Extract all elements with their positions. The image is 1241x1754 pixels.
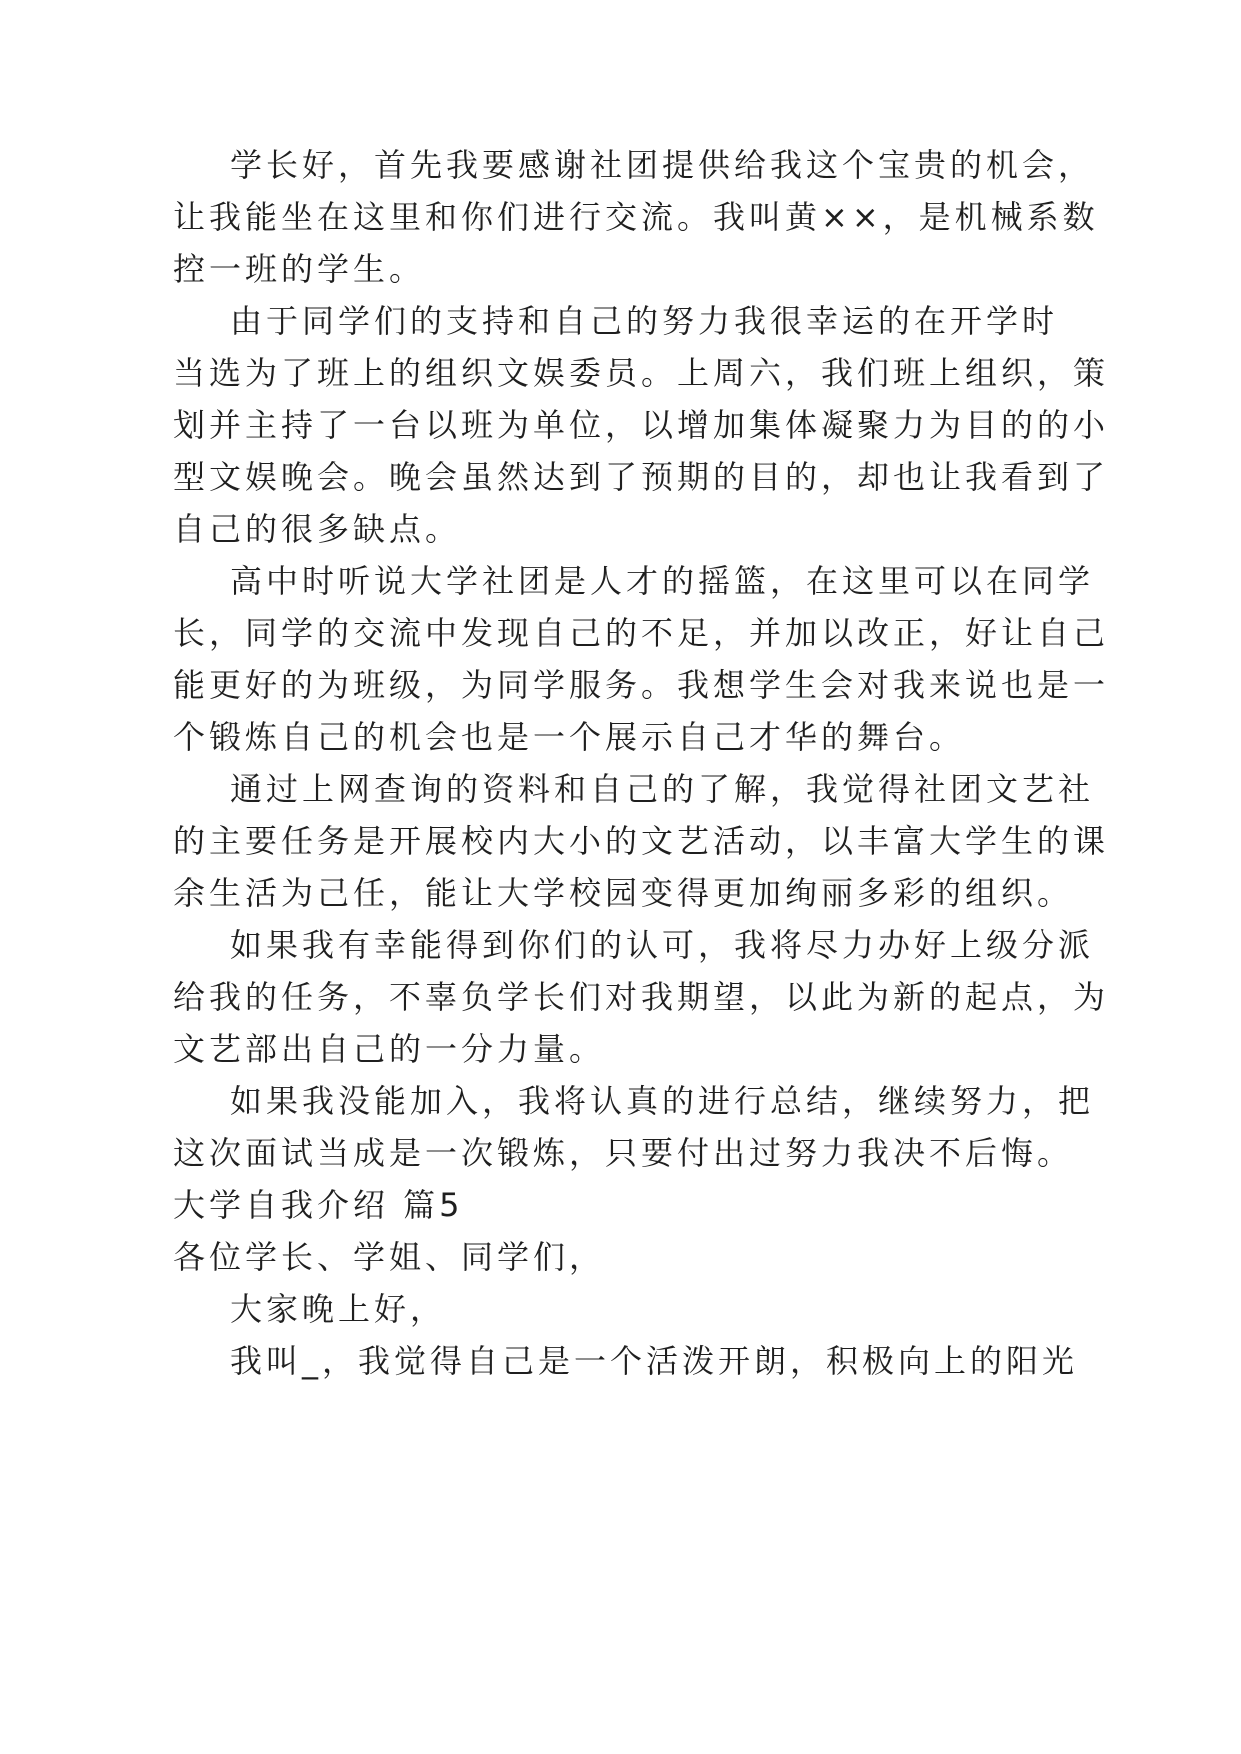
text-line: 文艺部出自己的一分力量。 <box>173 1030 606 1068</box>
paragraph <box>173 1335 1079 1387</box>
text-line: 如果我没能加入，我将认真的进行总结，继续努力，把 <box>230 1082 1095 1120</box>
text-line: 长，同学的交流中发现自己的不足，并加以改正，好让自己 <box>173 614 1110 652</box>
salutation-text: 各位学长、学姐、同学们， <box>173 1238 606 1276</box>
section-heading-text: 大学自我介绍 篇5 <box>173 1186 464 1224</box>
text-line: 能更好的为班级，为同学服务。我想学生会对我来说也是一 <box>173 666 1110 704</box>
text-line: 高中时听说大学社团是人才的摇篮，在这里可以在同学 <box>230 562 1095 600</box>
text-line: 让我能坐在这里和你们进行交流。我叫黄××，是机械系数 <box>173 198 1099 236</box>
text-line: 当选为了班上的组织文娱委员。上周六，我们班上组织，策 <box>173 354 1110 392</box>
text-line: 个锻炼自己的机会也是一个展示自己才华的舞台。 <box>173 718 966 756</box>
text-line: 由于同学们的支持和自己的努力我很幸运的在开学时 <box>230 302 1059 340</box>
text-line: 学长好，首先我要感谢社团提供给我这个宝贵的机会， <box>230 146 1095 184</box>
text-line: 给我的任务，不辜负学长们对我期望，以此为新的起点，为 <box>173 978 1110 1016</box>
paragraph <box>173 763 1110 919</box>
paragraph <box>173 1075 1095 1179</box>
paragraph <box>173 1283 1058 1335</box>
text-line: 我叫_，我觉得自己是一个活泼开朗，积极向上的阳光 <box>230 1342 1079 1380</box>
paragraph <box>173 295 1110 555</box>
text-line: 通过上网查询的资料和自己的了解，我觉得社团文艺社 <box>230 770 1095 808</box>
text-line: 这次面试当成是一次锻炼，只要付出过努力我决不后悔。 <box>173 1134 1074 1172</box>
section-heading <box>173 1179 1058 1231</box>
paragraph <box>173 139 1099 295</box>
text-line: 型文娱晚会。晚会虽然达到了预期的目的，却也让我看到了 <box>173 458 1110 496</box>
text-line: 的主要任务是开展校内大小的文艺活动，以丰富大学生的课 <box>173 822 1110 860</box>
text-line: 余生活为己任，能让大学校园变得更加绚丽多彩的组织。 <box>173 874 1074 912</box>
text-line: 如果我有幸能得到你们的认可，我将尽力办好上级分派 <box>230 926 1095 964</box>
greeting-text: 大家晚上好， <box>230 1290 447 1328</box>
paragraph <box>173 919 1110 1075</box>
document-body <box>173 139 1110 1387</box>
text-line: 控一班的学生。 <box>173 250 426 288</box>
text-line: 自己的很多缺点。 <box>173 510 462 548</box>
text-line: 划并主持了一台以班为单位，以增加集体凝聚力为目的的小 <box>173 406 1110 444</box>
paragraph <box>173 555 1110 763</box>
salutation <box>173 1231 1058 1283</box>
